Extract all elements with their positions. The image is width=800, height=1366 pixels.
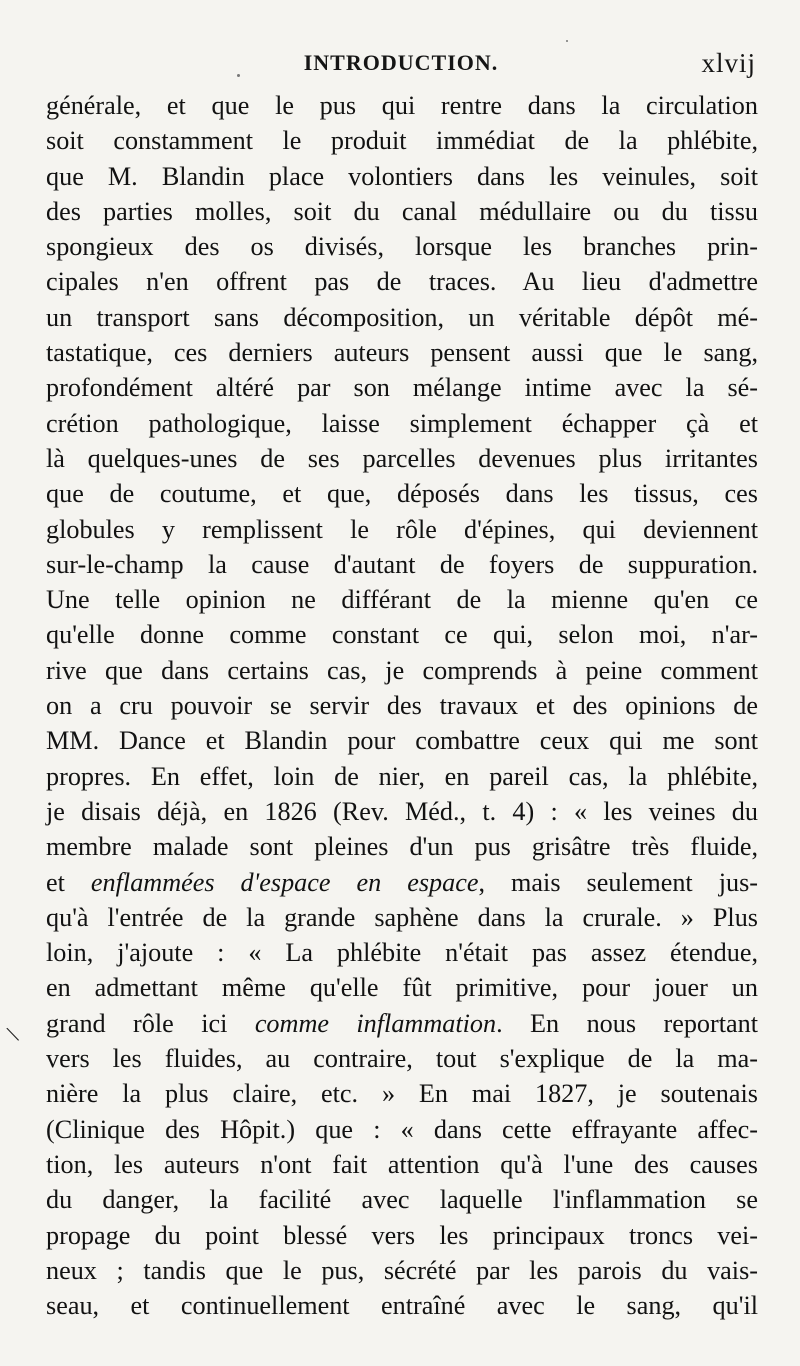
text-segment: . En nous reportant — [496, 1008, 758, 1038]
text-line: globules y remplissent le rôle d'épines, qui deviennent — [46, 514, 758, 544]
text-line: propres. En effet, loin de nier, en pareil cas, la phlébite, — [46, 761, 758, 791]
text-line: propage du point blessé vers les principaux troncs vei- — [46, 1220, 758, 1250]
text-line: générale, et que le pus qui rentre dans la circulation — [46, 91, 758, 120]
text-line: que M. Blandin place volontiers dans les veinules, soit — [46, 161, 758, 191]
text-line: neux ; tandis que le pus, sécrété par les parois du vais- — [46, 1255, 758, 1285]
text-line: soit constamment le produit immédiat de la phlébite, — [46, 126, 758, 156]
text-segment: grand rôle ici — [46, 1008, 255, 1038]
text-line: MM. Dance et Blandin pour combattre ceux qui me sont — [46, 726, 758, 756]
text-line: cipales n'en offrent pas de traces. Au lieu d'admettre — [46, 267, 758, 297]
page-number: xlvij — [701, 48, 756, 78]
ink-speck — [237, 74, 240, 77]
text-line-mixed — [46, 865, 758, 900]
text-line: Une telle opinion ne différant de la mienne qu'en ce — [46, 585, 758, 615]
text-line: un transport sans décomposition, un véritable dépôt mé- — [46, 302, 758, 332]
text-line: en admettant même qu'elle fût primitive, pour jouer un — [46, 973, 758, 1003]
text-line: tastatique, ces derniers auteurs pensent aussi que le sang, — [46, 338, 758, 368]
text-line: vers les fluides, au contraire, tout s'explique de la ma- — [46, 1044, 758, 1074]
text-line: profondément altéré par son mélange intime avec la sé- — [46, 373, 758, 403]
text-line: seau, et continuellement entraîné avec le sang, qu'il — [46, 1291, 758, 1321]
text-line: crétion pathologique, laisse simplement échapper çà et — [46, 408, 758, 438]
text-line: nière la plus claire, etc. » En mai 1827, je soutenais — [46, 1079, 758, 1109]
text-line: que de coutume, et que, déposés dans les tissus, ces — [46, 479, 758, 509]
text-line: rive que dans certains cas, je comprends à peine comment — [46, 655, 758, 685]
margin-mark: \ — [4, 1021, 22, 1049]
body-text — [46, 88, 758, 1323]
text-line: qu'à l'entrée de la grande saphène dans la crurale. » Plus — [46, 902, 758, 932]
ink-speck — [566, 40, 568, 42]
text-line-mixed — [46, 1006, 758, 1041]
italic-phrase: comme inflammation — [254, 1008, 497, 1038]
page-header — [46, 44, 756, 84]
text-line: des parties molles, soit du canal médullaire ou du tissu — [46, 196, 758, 226]
text-line: (Clinique des Hôpit.) que : « dans cette effrayante affec- — [46, 1114, 758, 1144]
running-title: INTRODUCTION. — [303, 50, 499, 75]
text-segment: et — [46, 867, 91, 897]
text-segment: , mais seulement jus- — [478, 867, 758, 897]
text-line: tion, les auteurs n'ont fait attention qu'à l'une des causes — [46, 1149, 758, 1179]
text-line: on a cru pouvoir se servir des travaux et des opinions de — [46, 691, 758, 721]
text-line: sur-le-champ la cause d'autant de foyers de suppuration. — [46, 549, 758, 579]
italic-phrase: enflammées d'espace en espace — [90, 867, 479, 897]
text-line: qu'elle donne comme constant ce qui, selon moi, n'ar- — [46, 620, 758, 650]
text-line: spongieux des os divisés, lorsque les branches prin- — [46, 232, 758, 262]
text-line: loin, j'ajoute : « La phlébite n'était pas assez étendue, — [46, 938, 758, 968]
text-line: membre malade sont pleines d'un pus grisâtre très fluide, — [46, 832, 758, 862]
text-line: du danger, la facilité avec laquelle l'inflammation se — [46, 1185, 758, 1215]
text-line: là quelques-unes de ses parcelles devenues plus irritantes — [46, 443, 758, 473]
text-line: je disais déjà, en 1826 (Rev. Méd., t. 4) : « les veines du — [46, 796, 758, 826]
